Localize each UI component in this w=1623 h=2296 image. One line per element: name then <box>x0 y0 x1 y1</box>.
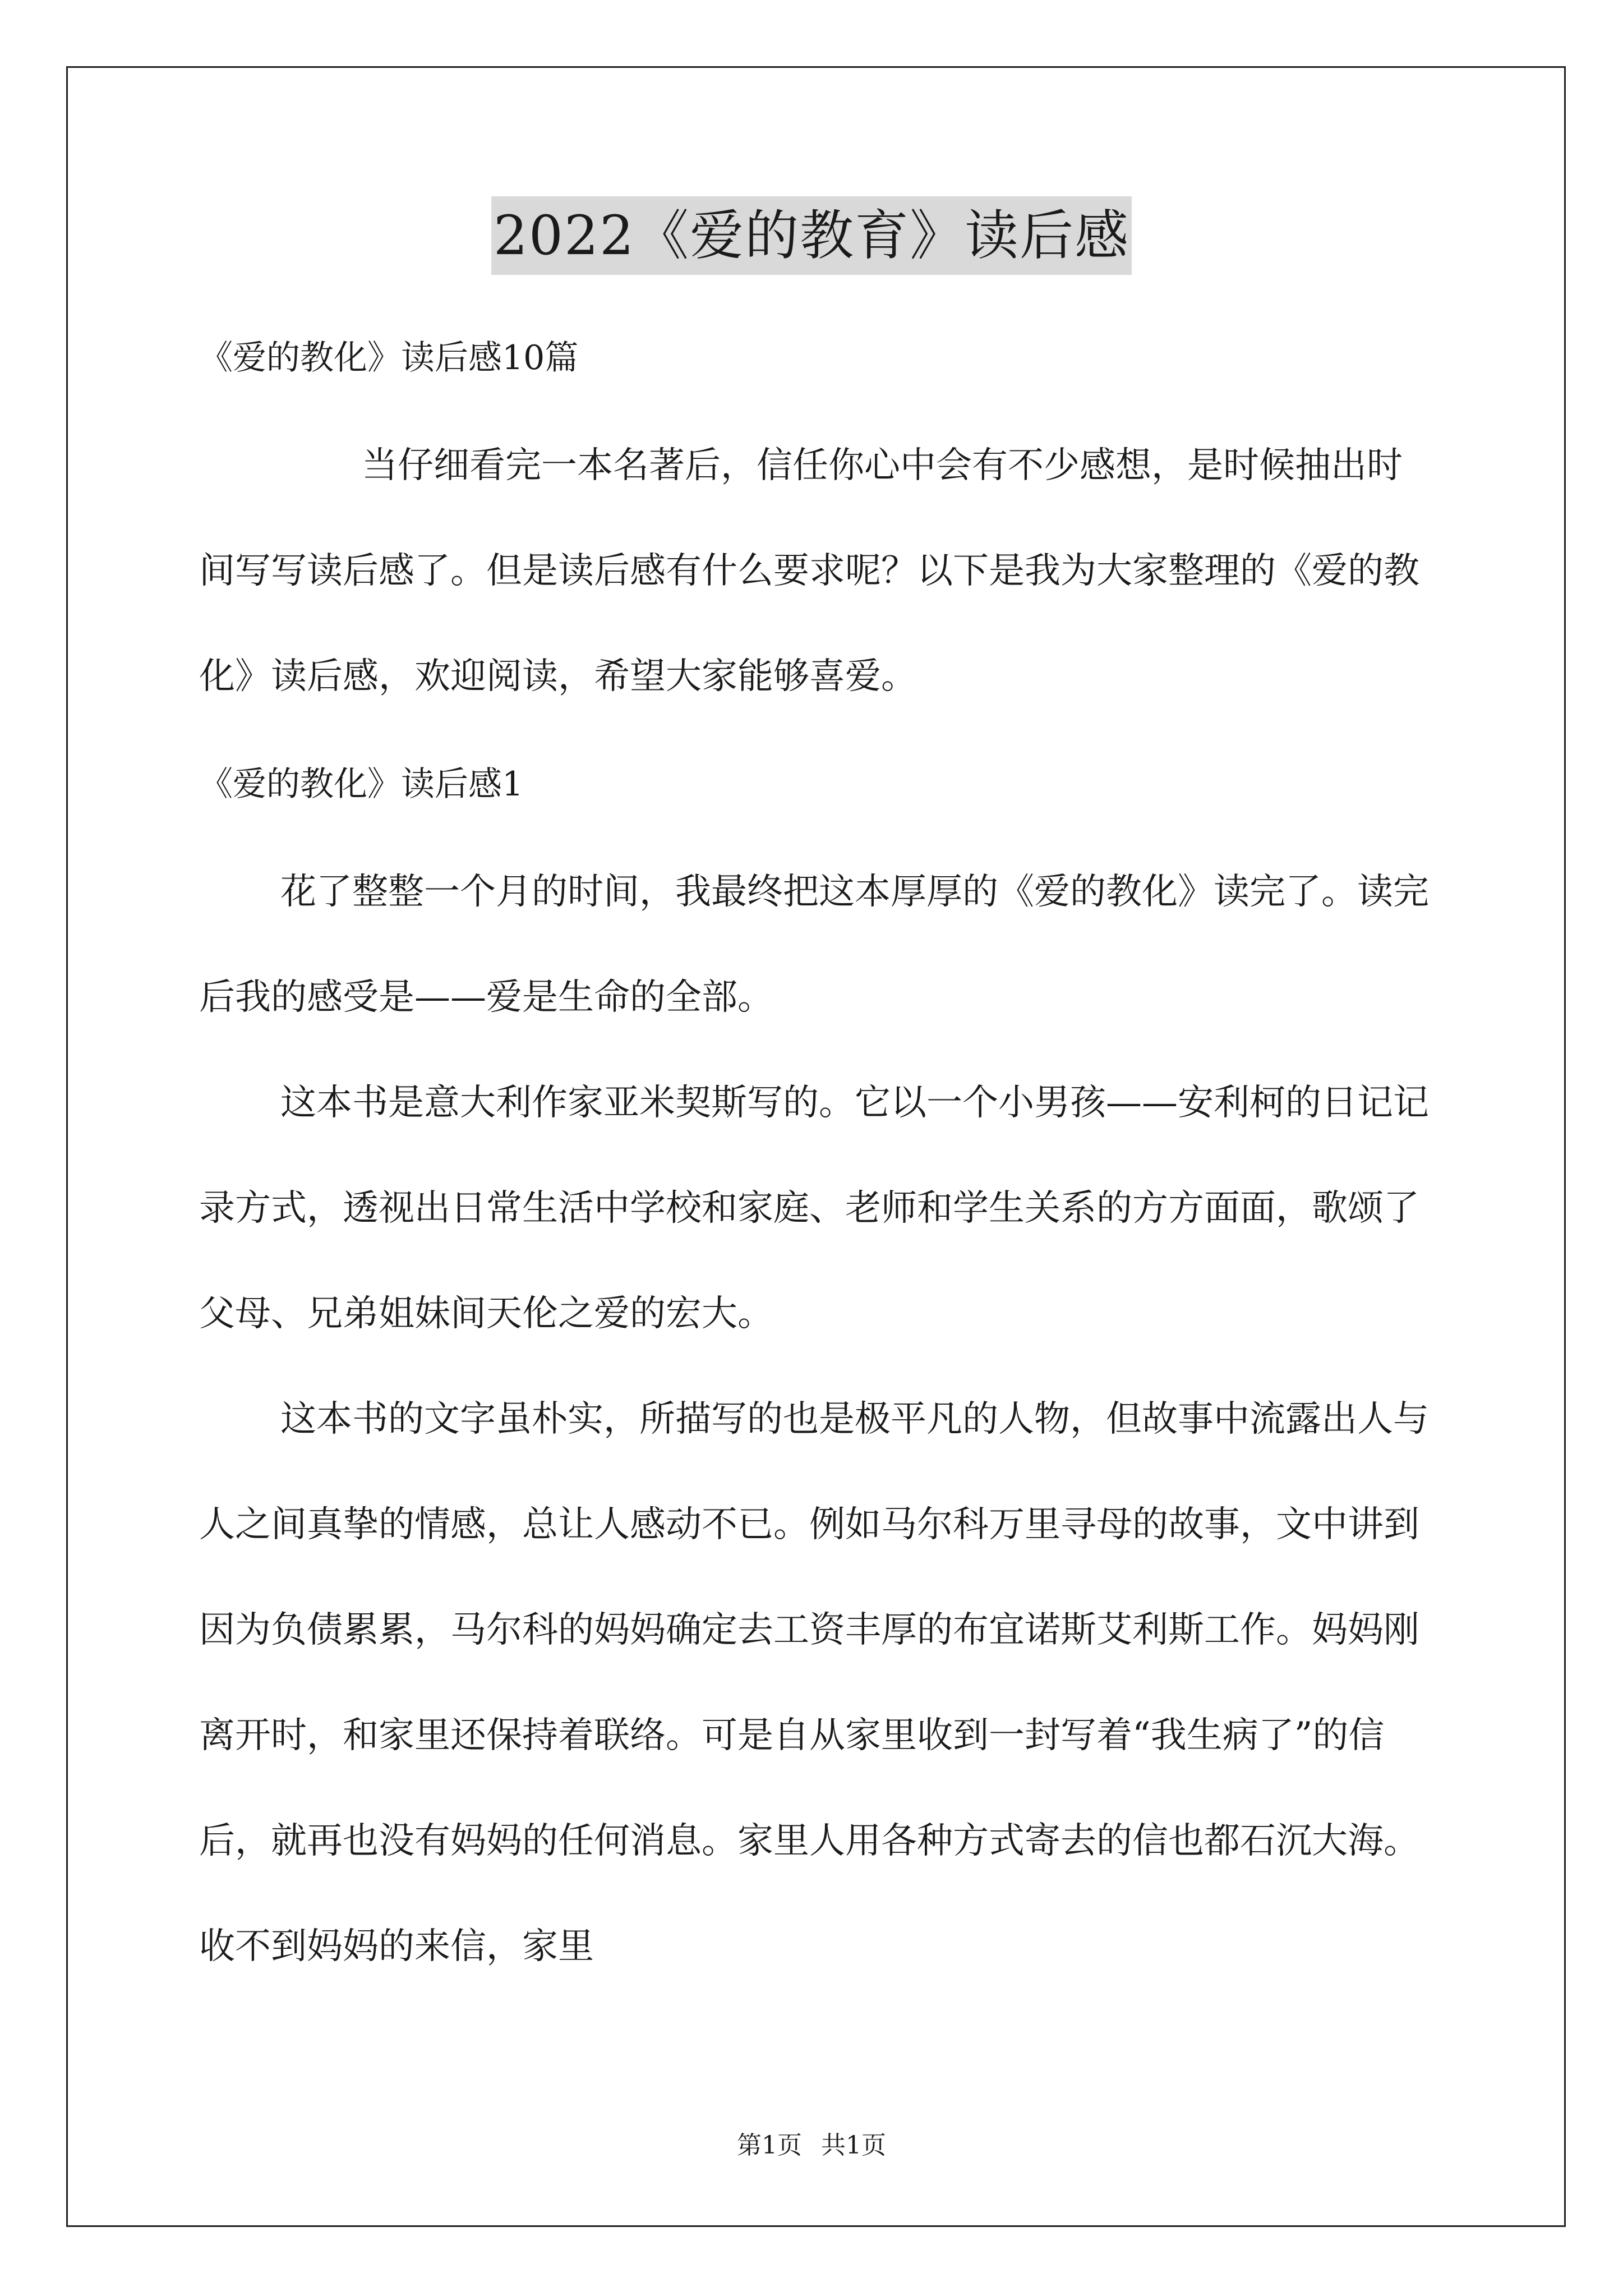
page-footer: 第1页 共1页 <box>737 2131 886 2160</box>
document-body <box>199 303 1433 1999</box>
body-paragraph-3: 这本书的文字虽朴实，所描写的也是极平凡的人物，但故事中流露出人与人之间真挚的情感，总让人感动不已。例如马尔科万里寻母的故事，文中讲到因为负债累累，马尔科的妈妈确定去工资丰厚的布宜诺斯艾利斯工作。妈妈刚离开时，和家里还保持着联络。可是自从家里收到一封写着“我生病了”的信后，就再也没有妈妈的任何消息。家里人用各种方式寄去的信也都石沉大海。收不到妈妈的来信，家里 <box>199 1398 1429 1967</box>
body-paragraph-2: 这本书是意大利作家亚米契斯写的。它以一个小男孩——安利柯的日记记录方式，透视出日常生活中学校和家庭、老师和学生关系的方方面面，歌颂了父母、兄弟姐妹间天伦之爱的宏大。 <box>199 1082 1429 1335</box>
document-subtitle: 《爱的教化》读后感10篇 <box>199 338 579 378</box>
body-paragraph-1: 花了整整一个月的时间，我最终把这本厚厚的《爱的教化》读完了。读完后我的感受是——爱是生命的全部。 <box>199 871 1429 1018</box>
document-title: 2022《爱的教育》读后感 <box>491 196 1132 275</box>
title-container <box>0 196 1623 275</box>
intro-paragraph: 当仔细看完一本名著后，信任你心中会有不少感想，是时候抽出时间写写读后感了。但是读后感有什么要求呢？以下是我为大家整理的《爱的教化》读后感，欢迎阅读，希望大家能够喜爱。 <box>199 445 1419 697</box>
section-heading: 《爱的教化》读后感1 <box>199 765 524 804</box>
